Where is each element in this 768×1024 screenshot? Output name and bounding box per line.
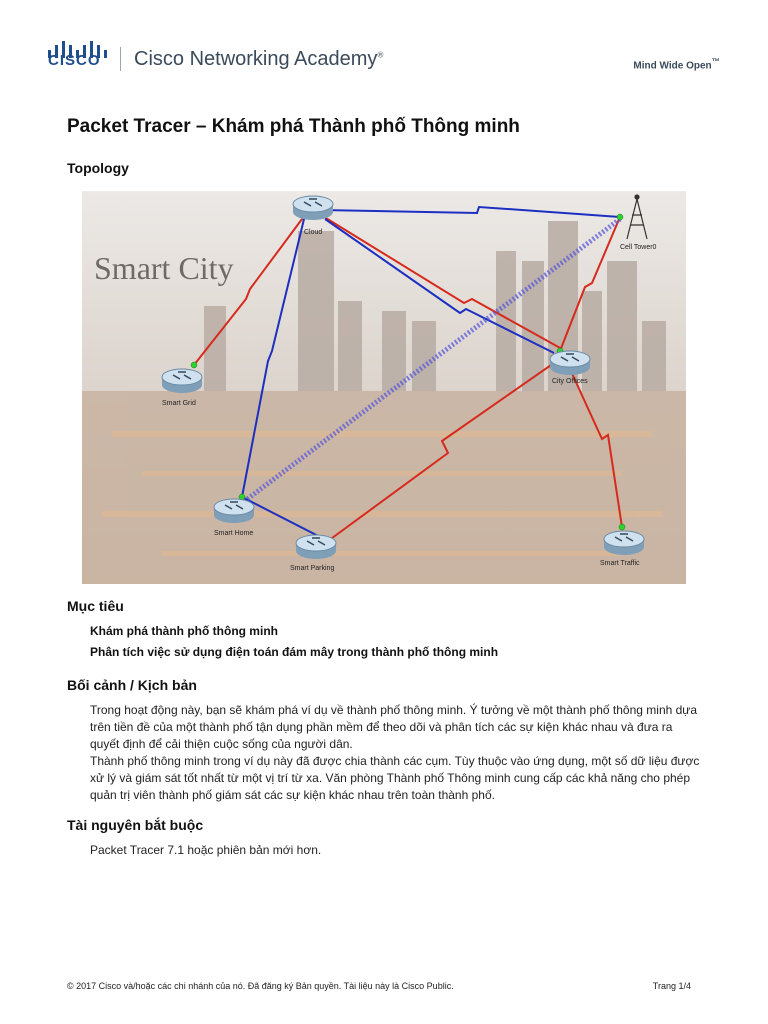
copyright-text: © 2017 Cisco và/hoặc các chi nhánh của nó. Đã đăng ký Bản quyền. Tài liệu này là Cisco Public. [67,981,454,991]
city-offices-router-icon [550,351,590,375]
objectives-heading: Mục tiêu [67,598,124,614]
smart-grid-label: Smart Grid [162,400,196,407]
page-header [0,0,768,80]
smart-grid-router-icon [162,369,202,393]
topology-svg [82,191,686,584]
tagline-text: Mind Wide Open [633,60,712,72]
document-title: Packet Tracer – Khám phá Thành phố Thông minh [67,116,520,137]
background-paragraph-2: Thành phố thông minh trong ví dụ này đã được chia thành các cụm. Tùy thuộc vào ứng dụng, một số dữ liệu được xử lý và giám sát tốt nhất từ một vị trí từ xa. Văn phòng Thành phố Thông minh cung cấp các khả năng cho phép quản trị viên thành phố giám sát các sự kiện khác nhau trên toàn thành phố. [90,754,700,802]
cell-tower-label: Cell Tower0 [620,244,657,251]
smart-traffic-label: Smart Traffic [600,560,640,567]
objective-item: Khám phá thành phố thông minh [90,624,278,638]
smart-home-router-icon [214,499,254,523]
topology-heading: Topology [67,160,129,176]
smart-parking-label: Smart Parking [290,565,335,572]
smart-traffic-router-icon [604,531,644,555]
background-heading: Bối cảnh / Kịch bản [67,677,197,693]
topology-diagram [82,191,686,584]
city-offices-label: City Offices [552,378,588,385]
page-number: Trang 1/4 [652,981,691,991]
tagline [633,56,720,71]
academy-mark: ® [377,50,384,60]
resources-text: Packet Tracer 7.1 hoặc phiên bản mới hơn. [90,843,322,857]
resources-heading: Tài nguyên bắt buộc [67,817,204,833]
academy-name [134,48,383,71]
page-footer [67,981,691,991]
tagline-mark: ™ [711,56,720,66]
smart-city-banner: Smart City [94,250,234,286]
smart-parking-router-icon [296,535,336,559]
academy-text: Cisco Networking Academy [134,48,378,70]
smart-home-label: Smart Home [214,530,254,537]
cisco-wordmark: CISCO [48,52,101,69]
objective-item: Phân tích việc sử dụng điện toán đám mây trong thành phố thông minh [90,645,499,659]
logo-divider [120,47,121,71]
cloud-label: Cloud [304,229,323,236]
background-paragraph-1: Trong hoạt động này, bạn sẽ khám phá ví dụ về thành phố thông minh. Ý tưởng về một thành phố thông minh dựa trên tiền đề của một thành phố tận dụng phần mềm để theo dõi và phân tích các sự kiện khác nhau và đưa ra quyết định để cải thiện cuộc sống của người dân. [90,703,698,751]
cloud-router-icon [293,196,333,220]
